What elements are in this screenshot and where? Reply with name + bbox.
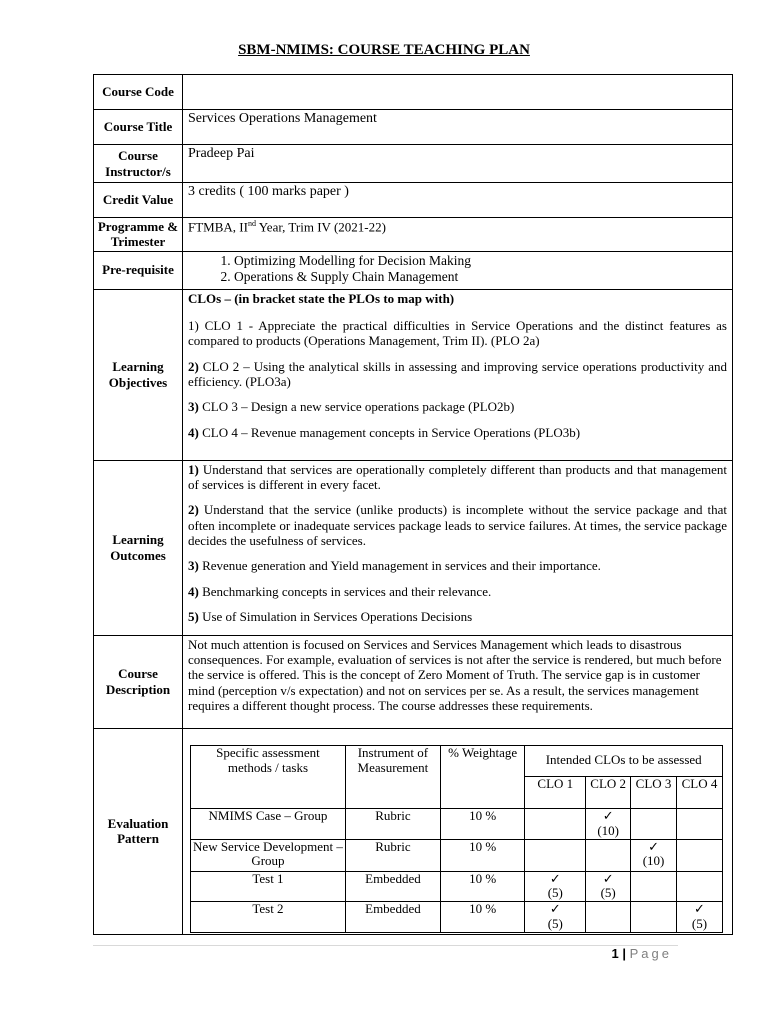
course-code-value (183, 75, 733, 110)
check-icon: ✓ (602, 807, 614, 823)
clo-cell (631, 902, 677, 933)
eval-method: NMIMS Case – Group (191, 808, 346, 839)
prerequisite-item: 1. Optimizing Modelling for Decision Making (234, 253, 727, 269)
outcome-item: 2) Understand that the service (unlike products) is incomplete without the service package and that often incomplete or inadequate services package leads to service failures. At times, the service package decides the usefulness of services. (188, 502, 727, 548)
eval-header-method: Specific assessment methods / tasks (191, 745, 346, 808)
prerequisite-label: Pre-requisite (94, 251, 183, 289)
check-icon: ✓ (602, 870, 614, 886)
prerequisite-value (183, 251, 733, 289)
prerequisite-list (188, 253, 727, 285)
eval-instrument: Rubric (345, 839, 440, 871)
programme-label: Programme & Trimester (94, 218, 183, 252)
clo-cell (677, 839, 723, 871)
clo-column-header: CLO 2 (586, 776, 631, 808)
check-icon: ✓ (549, 901, 561, 917)
clo-column-header: CLO 4 (677, 776, 723, 808)
outcome-item: 3) Revenue generation and Yield management in services and their importance. (188, 558, 601, 574)
evaluation-pattern-content (183, 728, 733, 935)
footer-separator: | (622, 946, 626, 961)
eval-header-instrument: Instrument of Measurement (345, 745, 440, 808)
clo-item: 3) CLO 3 – Design a new service operations package (PLO2b) (188, 399, 515, 415)
page-footer (0, 946, 672, 961)
eval-weight: 10 % (440, 871, 524, 902)
clo-column-header: CLO 1 (525, 776, 586, 808)
course-description-text: Not much attention is focused on Services and Services Management which leads to disastrous consequences. For example, evaluation of services is not after the service is rendered, but much before the service is offered. This is the concept of Zero Moment of Truth. The service gap is in customer mind (perception v/s expectation) and not on services per se. As a result, the services management requires a different thought process. The course addresses these requirements. (183, 635, 733, 728)
credit-label: Credit Value (94, 183, 183, 218)
clo-cell: ✓ (5) (586, 871, 631, 902)
clo-column-header: CLO 3 (631, 776, 677, 808)
eval-weight: 10 % (440, 808, 524, 839)
outcome-item: 4) Benchmarking concepts in services and their relevance. (188, 583, 492, 599)
clo-cell (525, 839, 586, 871)
clo-cell (586, 839, 631, 871)
course-description-label: Course Description (94, 635, 183, 728)
clo-cell: ✓ (10) (586, 808, 631, 839)
course-plan-table (93, 74, 733, 935)
instructor-label: Course Instructor/s (94, 145, 183, 183)
clo-cell: ✓ (5) (677, 902, 723, 933)
course-title-value: Services Operations Management (183, 110, 733, 145)
eval-instrument: Rubric (345, 808, 440, 839)
eval-weight: 10 % (440, 902, 524, 933)
instructor-value: Pradeep Pai (183, 145, 733, 183)
evaluation-table (190, 745, 723, 934)
learning-outcomes-label: Learning Outcomes (94, 460, 183, 635)
clo-item: 2) CLO 2 – Using the analytical skills in assessing and improving service operations productivity and efficiency. (PLO3a) (188, 358, 727, 389)
course-title-label: Course Title (94, 110, 183, 145)
eval-method: New Service Development – Group (191, 839, 346, 871)
prerequisite-item: 2. Operations & Supply Chain Management (234, 269, 727, 285)
page-word: Page (629, 946, 672, 961)
clo-cell (586, 902, 631, 933)
eval-instrument: Embedded (345, 902, 440, 933)
clo-cell: ✓ (5) (525, 871, 586, 902)
outcome-item: 1) Understand that services are operationally completely different than products and that management of services is different in every facet. (188, 461, 727, 492)
check-icon: ✓ (694, 901, 705, 917)
document-title: SBM-NMIMS: COURSE TEACHING PLAN (238, 42, 530, 58)
learning-outcomes-content (183, 460, 733, 635)
outcome-item: 5) Use of Simulation in Services Operations Decisions (188, 608, 473, 624)
clo-item: 4) CLO 4 – Revenue management concepts in Service Operations (PLO3b) (188, 424, 581, 440)
clo-cell: ✓ (10) (631, 839, 677, 871)
eval-weight: 10 % (440, 839, 524, 871)
clo-cell (677, 871, 723, 902)
evaluation-pattern-label: Evaluation Pattern (94, 728, 183, 935)
clo-item: 1) CLO 1 - Appreciate the practical difficulties in Service Operations and the distinct features as compared to products (Operations Management, Trim II). (PLO 2a) (188, 317, 727, 349)
learning-objectives-content (183, 289, 733, 460)
clo-cell (631, 808, 677, 839)
clo-cell (525, 808, 586, 839)
eval-header-clos: Intended CLOs to be assessed (525, 745, 723, 776)
clo-heading: CLOs – (in bracket state the PLOs to map with) (188, 290, 455, 306)
eval-method: Test 1 (191, 871, 346, 902)
clo-cell: ✓ (5) (525, 902, 586, 933)
learning-objectives-label: Learning Objectives (94, 289, 183, 460)
clo-cell (677, 808, 723, 839)
page-number: 1 (611, 946, 619, 961)
credit-value: 3 credits ( 100 marks paper ) (183, 183, 733, 218)
eval-method: Test 2 (191, 902, 346, 933)
check-icon: ✓ (648, 838, 659, 854)
course-code-label: Course Code (94, 75, 183, 110)
eval-header-weightage: % Weightage (440, 745, 524, 808)
clo-cell (631, 871, 677, 902)
eval-instrument: Embedded (345, 871, 440, 902)
programme-value: FTMBA, IInd Year, Trim IV (2021-22) (183, 218, 733, 252)
check-icon: ✓ (549, 870, 561, 886)
